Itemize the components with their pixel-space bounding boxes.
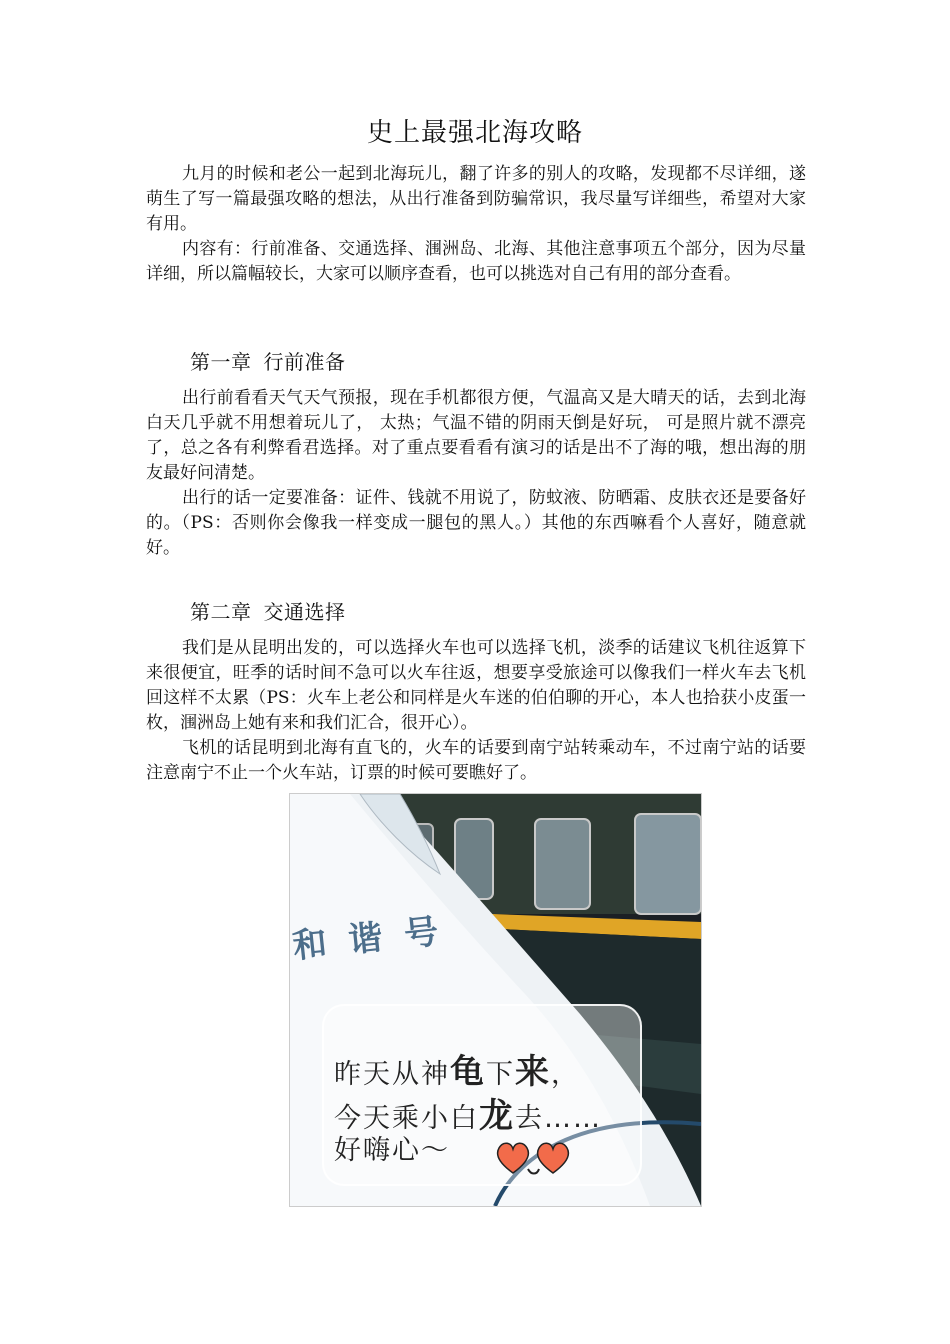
- heart-smiley-icon: [495, 1139, 575, 1179]
- chapter-heading: [190, 346, 346, 375]
- chapter-number: 第一章: [190, 350, 252, 374]
- handwritten-text: 龟: [450, 1052, 486, 1092]
- chapter-body: [146, 386, 806, 561]
- handwritten-text: 去……: [515, 1103, 602, 1134]
- handwritten-text: 下: [486, 1059, 515, 1090]
- handwritten-text: 今天乘小白: [334, 1103, 479, 1134]
- body-paragraph: 出行的话一定要准备：证件、钱就不用说了，防蚊液、防晒霜、皮肤衣还是要备好的。（PS：否则你会像我一样变成一腿包的黑人。）其他的东西嘛看个人喜好，随意就好。: [146, 488, 806, 558]
- chapter-title: 行前准备: [263, 350, 346, 374]
- body-paragraph: 飞机的话昆明到北海有直飞的，火车的话要到南宁站转乘动车，不过南宁站的话要注意南宁不止一个火车站，订票的时候可要瞧好了。: [146, 738, 806, 783]
- chapter-body: [146, 636, 806, 786]
- handwritten-text: 来: [515, 1052, 551, 1092]
- chapter-number: 第二章: [190, 600, 252, 624]
- handwritten-line: [334, 1044, 580, 1093]
- intro-paragraph: 九月的时候和老公一起到北海玩儿，翻了许多的别人的攻略，发现都不尽详细，遂萌生了写一篇最强攻略的想法，从出行准备到防骗常识，我尽量写详细些，希望对大家有用。: [146, 164, 806, 234]
- handwritten-text: 昨天从神: [334, 1059, 450, 1090]
- chapter-title: 交通选择: [263, 600, 346, 624]
- body-paragraph: 我们是从昆明出发的，可以选择火车也可以选择飞机，淡季的话建议飞机往返算下来很便宜，旺季的话时间不急可以火车往返，想要享受旅途可以像我们一样火车去飞机回这样不太累（PS：火车上老公和同样是火车迷的伯伯聊的开心，本人也拾获小皮蛋一枚，涠洲岛上她有来和我们汇合，很开心）。: [146, 638, 806, 733]
- handwritten-text: ，: [551, 1059, 580, 1090]
- intro-section: [146, 162, 806, 287]
- handwritten-line: [334, 1128, 450, 1167]
- intro-paragraph: 内容有：行前准备、交通选择、涠洲岛、北海、其他注意事项五个部分，因为尽量详细，所以篇幅较长，大家可以顺序查看，也可以挑选对自己有用的部分查看。: [146, 239, 806, 284]
- chapter-heading: [190, 596, 346, 625]
- handwritten-text: 龙: [479, 1096, 515, 1136]
- handwritten-text: 好嗨心～: [334, 1135, 450, 1166]
- body-paragraph: 出行前看看天气天气预报，现在手机都很方便，气温高又是大晴天的话，去到北海白天几乎就不用想着玩儿了， 太热；气温不错的阴雨天倒是好玩， 可是照片就不漂亮了，总之各有利弊看君选择。对了重点要看看有演习的话是出不了海的哦，想出海的朋友最好问清楚。: [146, 388, 806, 483]
- train-lettering: 和谐号: [290, 909, 463, 967]
- train-photo: [289, 793, 702, 1207]
- page-title: 史上最强北海攻略: [366, 118, 583, 148]
